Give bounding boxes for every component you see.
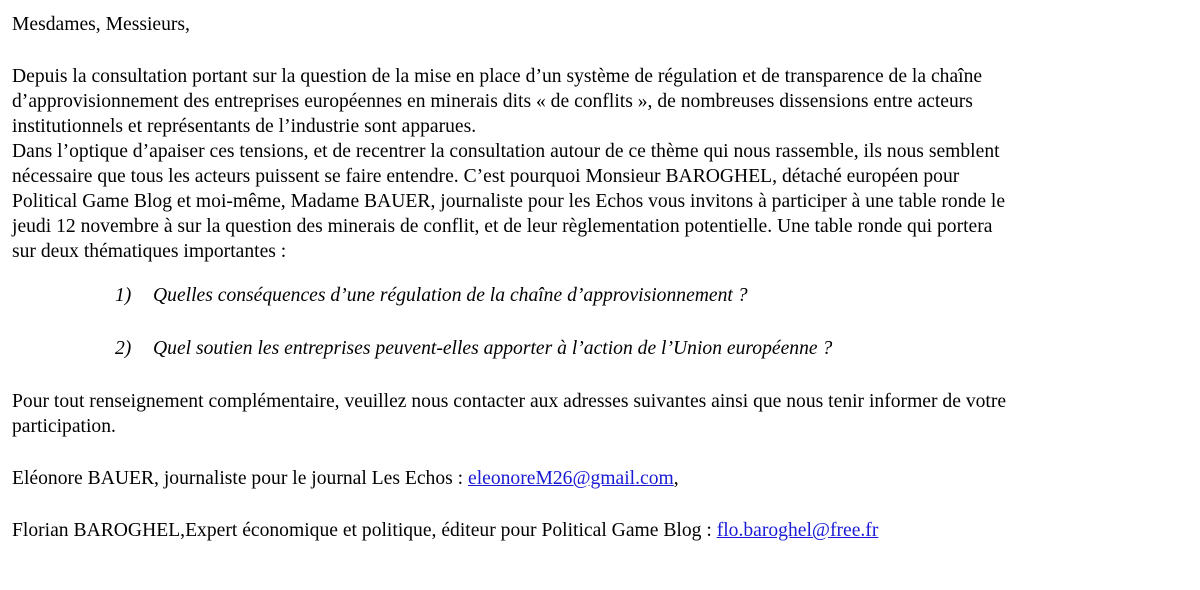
email-link-bauer[interactable]: eleonoreM26@gmail.com [468, 468, 674, 489]
contact-baroghel [12, 518, 1200, 543]
greeting: Mesdames, Messieurs, [12, 14, 190, 35]
question-text: Quelles conséquences d’une régulation de la chaîne d’approvisionnement ? [153, 285, 748, 306]
question-number: 1) [115, 285, 132, 306]
contact-paragraph [12, 389, 1200, 439]
intro-line: Political Game Blog et moi-même, Madame BAUER, journaliste pour les Echos vous invitons à participer à une table ronde le [12, 191, 1006, 212]
email-link-baroghel[interactable]: flo.baroghel@free.fr [716, 520, 879, 541]
intro-line: Depuis la consultation portant sur la question de la mise en place d’un système de régulation et de transparence de la chaîne [12, 66, 983, 87]
intro-paragraph [12, 64, 1200, 264]
intro-line: nécessaire que tous les acteurs puissent se faire entendre. C’est pourquoi Monsieur BAROGHEL, détaché européen pour [12, 166, 960, 187]
contact-bauer [12, 466, 1200, 491]
question-item [12, 283, 1200, 308]
contact-line: Pour tout renseignement complémentaire, veuillez nous contacter aux adresses suivantes ainsi que nous tenir informer de votre [12, 391, 1007, 412]
intro-line: institutionnels et représentants de l’industrie sont apparues. [12, 116, 477, 137]
intro-line: Dans l’optique d’apaiser ces tensions, et de recentrer la consultation autour de ce thème qui nous rassemble, ils nous semblent [12, 141, 1000, 162]
question-item [12, 336, 1200, 361]
intro-line: d’approvisionnement des entreprises européennes en minerais dits « de conflits », de nombreuses dissensions entre acteurs [12, 91, 973, 112]
contact-label: Eléonore BAUER, journaliste pour le journal Les Echos : [12, 468, 468, 489]
question-text: Quel soutien les entreprises peuvent-elles apporter à l’action de l’Union européenne ? [153, 338, 833, 359]
contact-line: participation. [12, 416, 116, 437]
contact-suffix: , [673, 468, 679, 489]
intro-line: sur deux thématiques importantes : [12, 241, 287, 262]
question-number: 2) [115, 338, 132, 359]
contact-label: Florian BAROGHEL,Expert économique et politique, éditeur pour Political Game Blog : [12, 520, 717, 541]
intro-line: jeudi 12 novembre à sur la question des minerais de conflit, et de leur règlementation potentielle. Une table ronde qui portera [12, 216, 993, 237]
